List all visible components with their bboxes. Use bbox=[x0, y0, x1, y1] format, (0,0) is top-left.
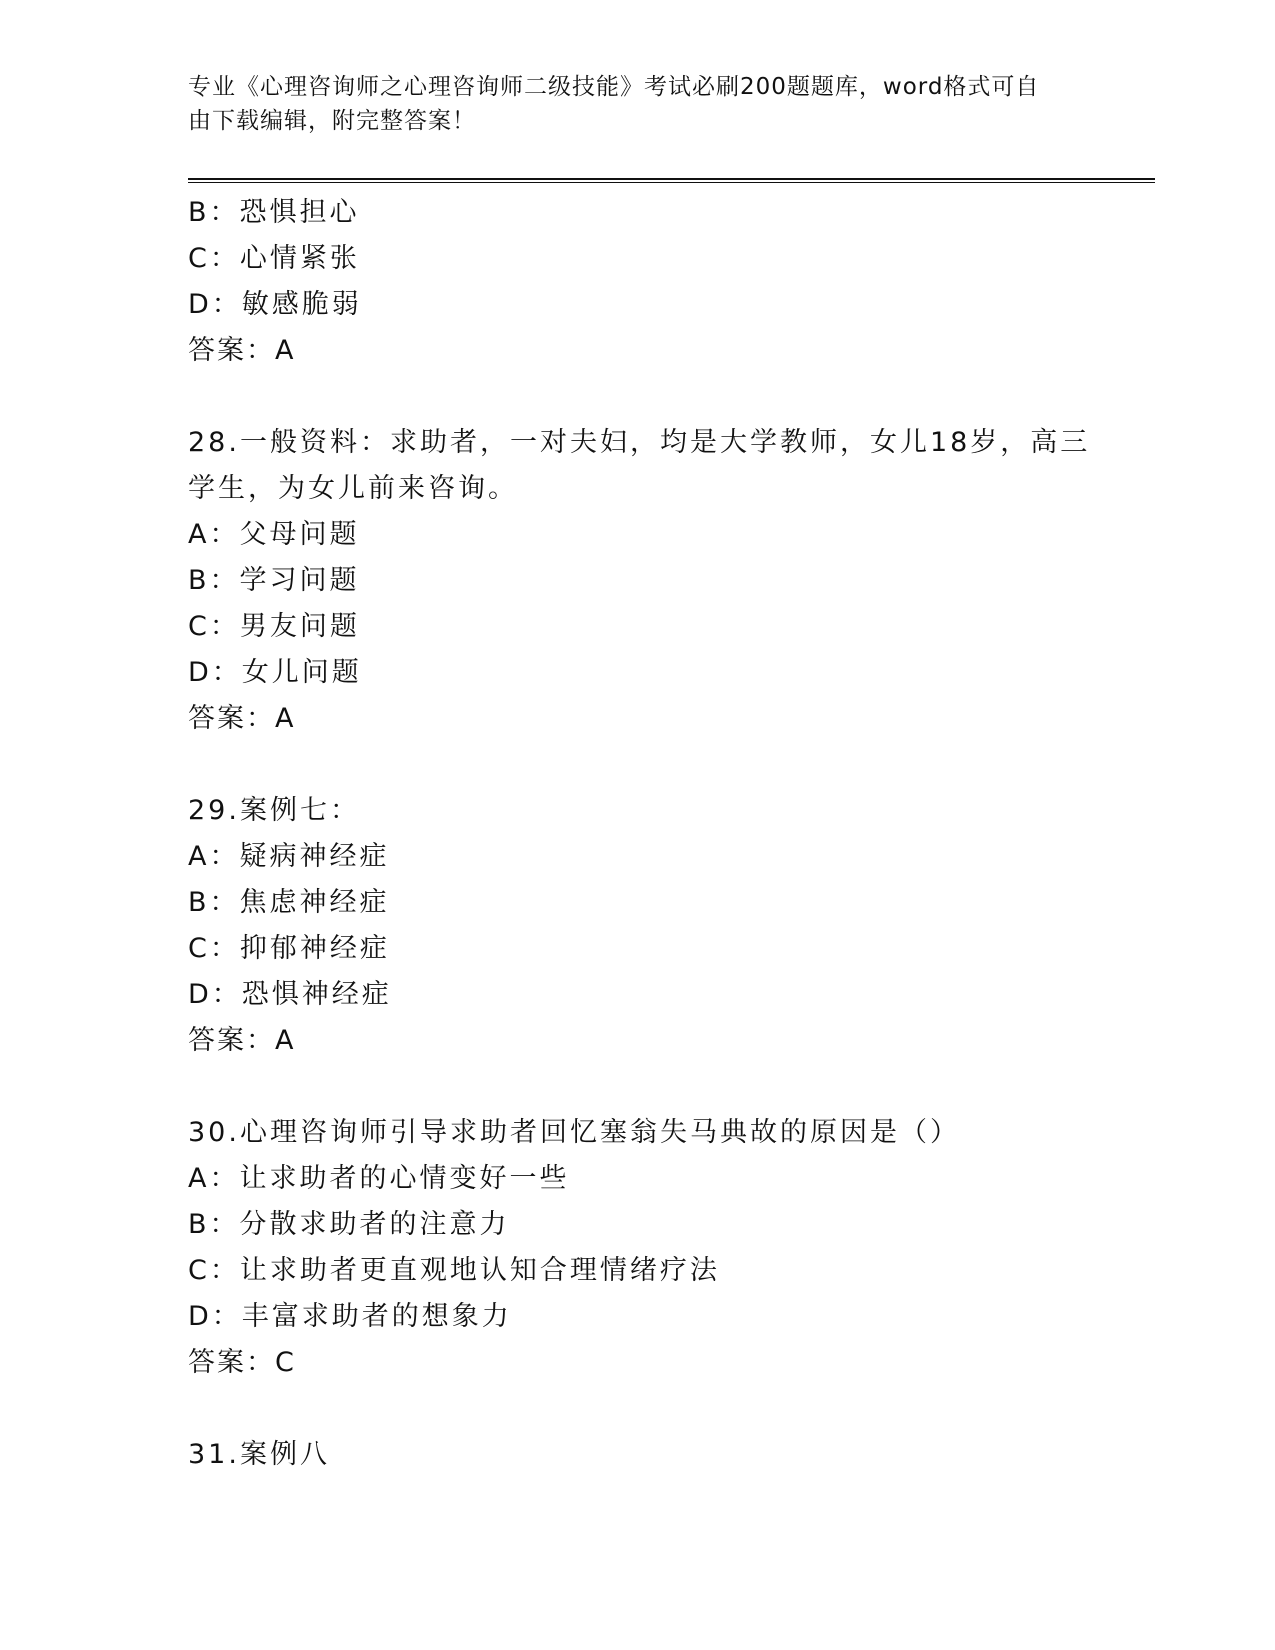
option-c: C：让求助者更直观地认知合理情绪疗法 bbox=[188, 1255, 720, 1286]
question-28 bbox=[188, 420, 1091, 742]
option-d: D：丰富求助者的想象力 bbox=[188, 1301, 512, 1332]
option-b: B：恐惧担心 bbox=[188, 197, 360, 228]
answer-line: 答案：C bbox=[188, 1347, 296, 1378]
option-d: D：恐惧神经症 bbox=[188, 979, 392, 1010]
option-c: C：抑郁神经症 bbox=[188, 933, 390, 964]
question-title: 30.心理咨询师引导求助者回忆塞翁失马典故的原因是（） bbox=[188, 1117, 960, 1148]
option-a: A：疑病神经症 bbox=[188, 841, 390, 872]
spacer bbox=[188, 742, 1088, 788]
answer-line: 答案：A bbox=[188, 335, 296, 366]
question-title: 29.案例七： bbox=[188, 795, 360, 826]
document-header bbox=[188, 70, 1068, 138]
question-30 bbox=[188, 1110, 1088, 1386]
option-d: D：敏感脆弱 bbox=[188, 289, 362, 320]
option-b: B：学习问题 bbox=[188, 565, 360, 596]
option-c: C：男友问题 bbox=[188, 611, 360, 642]
question-27-continuation bbox=[188, 190, 1088, 374]
option-c: C：心情紧张 bbox=[188, 243, 360, 274]
option-b: B：焦虑神经症 bbox=[188, 887, 390, 918]
header-divider bbox=[188, 178, 1155, 183]
option-a: A：父母问题 bbox=[188, 519, 360, 550]
question-list bbox=[188, 190, 1091, 1478]
question-29 bbox=[188, 788, 1088, 1064]
option-d: D：女儿问题 bbox=[188, 657, 362, 688]
header-line-1: 专业《心理咨询师之心理咨询师二级技能》考试必刷200题题库，word格式可自 bbox=[188, 74, 1040, 100]
answer-line: 答案：A bbox=[188, 1025, 296, 1056]
option-b: B：分散求助者的注意力 bbox=[188, 1209, 510, 1240]
answer-line: 答案：A bbox=[188, 703, 296, 734]
option-a: A：让求助者的心情变好一些 bbox=[188, 1163, 570, 1194]
question-title-cont: 学生，为女儿前来咨询。 bbox=[188, 473, 518, 504]
question-31 bbox=[188, 1432, 1088, 1478]
header-line-2: 由下载编辑，附完整答案！ bbox=[188, 108, 476, 134]
question-title: 31.案例八 bbox=[188, 1439, 330, 1470]
spacer bbox=[188, 1386, 1088, 1432]
spacer bbox=[188, 1064, 1088, 1110]
spacer bbox=[188, 374, 1088, 420]
question-title: 28.一般资料：求助者，一对夫妇，均是大学教师，女儿18岁，高三 bbox=[188, 427, 1091, 458]
